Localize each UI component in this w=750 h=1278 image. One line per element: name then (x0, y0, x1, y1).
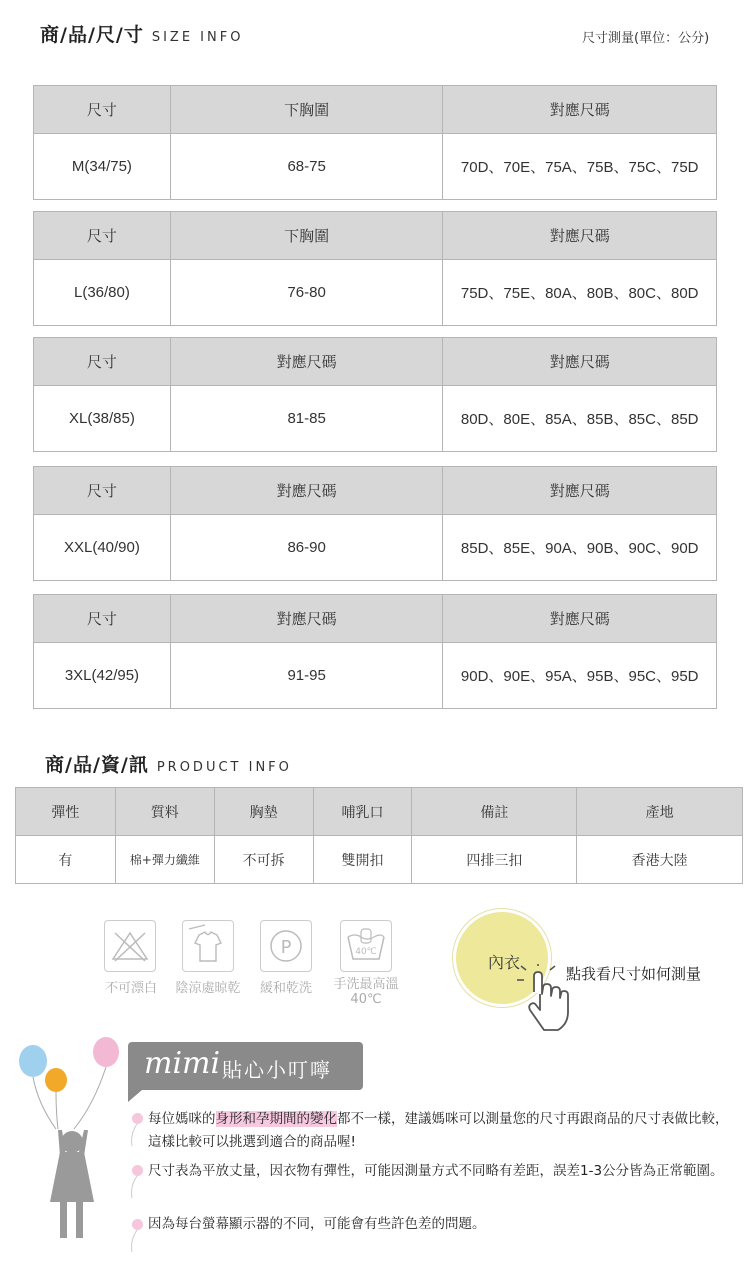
size-table-data-row (34, 515, 717, 581)
gentle-dry-clean-icon (260, 920, 312, 972)
size-section-header (40, 20, 243, 47)
banner-tail (128, 1090, 142, 1102)
tip-highlight: 身形和孕期間的變化 (215, 1111, 337, 1127)
matching-sizes-cell: 80D、80E、85A、85B、85C、85D (443, 386, 717, 452)
size-table (33, 466, 717, 581)
header-cell: 對應尺碼 (443, 467, 717, 515)
size-table (33, 337, 717, 452)
size-table-data-row (34, 260, 717, 326)
care-label: 陰涼處晾乾 (175, 981, 241, 996)
header-cell: 下胸圍 (170, 212, 443, 260)
header-cell: 對應尺碼 (443, 212, 717, 260)
data-cell: 香港大陸 (577, 836, 743, 884)
product-info-header-row (16, 788, 743, 836)
product-section-title: 商/品/資/訊 (45, 754, 149, 776)
size-table-data-row (34, 134, 717, 200)
shade-dry-icon (182, 920, 234, 972)
header-cell: 尺寸 (34, 212, 171, 260)
care-label: 緩和乾洗 (259, 981, 312, 996)
header-cell: 對應尺碼 (443, 338, 717, 386)
size-table-header-row (34, 212, 717, 260)
matching-sizes-cell: 90D、90E、95A、95B、95C、95D (443, 643, 717, 709)
bullet-tail (128, 1176, 142, 1200)
care-label-line: 40℃ (350, 992, 382, 1007)
size-table-header-row (34, 86, 717, 134)
wash-temp-text: 40℃ (355, 947, 377, 957)
header-cell: 質料 (115, 788, 214, 836)
header-cell: 尺寸 (34, 338, 171, 386)
bullet-tail (128, 1230, 142, 1254)
data-cell: 四排三扣 (412, 836, 577, 884)
tip-text: 每位媽咪的 (148, 1111, 216, 1127)
tip-text: 因為每台螢幕顯示器的不同，可能會有些許色差的問題。 (148, 1216, 486, 1232)
header-cell: 對應尺碼 (170, 338, 443, 386)
matching-sizes-cell: 75D、75E、80A、80B、80C、80D (443, 260, 717, 326)
header-cell: 對應尺碼 (443, 86, 717, 134)
header-cell: 對應尺碼 (170, 467, 443, 515)
product-section-header (45, 750, 292, 777)
size-table-header-row (34, 467, 717, 515)
bullet-dot (132, 1165, 143, 1176)
size-table-header-row (34, 338, 717, 386)
tip-item (148, 1160, 733, 1183)
tip-text: 尺寸表為平放丈量，因衣物有彈性，可能因測量方式不同略有差距，誤差1-3公分皆為正常範圍。 (148, 1163, 724, 1179)
unit-note: 尺寸測量(單位：公分) (582, 31, 710, 46)
underbust-cell: 81-85 (170, 386, 443, 452)
underbust-cell: 68-75 (170, 134, 443, 200)
header-cell: 胸墊 (214, 788, 313, 836)
no-bleach-icon (104, 920, 156, 972)
underbust-cell: 91-95 (170, 643, 443, 709)
data-cell: 棉+彈力纖維 (115, 836, 214, 884)
header-cell: 尺寸 (34, 595, 171, 643)
size-section-subtitle: SIZE INFO (151, 30, 244, 45)
header-cell: 哺乳口 (313, 788, 412, 836)
size-label-cell: M(34/75) (34, 134, 171, 200)
size-label-cell: L(36/80) (34, 260, 171, 326)
tip-item (148, 1108, 733, 1154)
underbust-cell: 76-80 (170, 260, 443, 326)
header-cell: 下胸圍 (170, 86, 443, 134)
measure-link-text[interactable]: 點我看尺寸如何測量 (566, 965, 702, 983)
size-label-cell: XL(38/85) (34, 386, 171, 452)
tip-item (148, 1213, 733, 1236)
matching-sizes-cell: 70D、70E、75A、75B、75C、75D (443, 134, 717, 200)
header-cell: 對應尺碼 (170, 595, 443, 643)
measure-circle-label: 內衣 (488, 953, 521, 972)
tips-banner (128, 1042, 363, 1090)
header-cell: 彈性 (16, 788, 116, 836)
underbust-cell: 86-90 (170, 515, 443, 581)
matching-sizes-cell: 85D、85E、90A、90B、90C、90D (443, 515, 717, 581)
header-cell: 尺寸 (34, 86, 171, 134)
care-label (328, 977, 404, 1007)
product-section-subtitle: PRODUCT INFO (156, 760, 292, 775)
data-cell: 不可拆 (214, 836, 313, 884)
size-table-data-row (34, 386, 717, 452)
header-cell: 產地 (577, 788, 743, 836)
balloon-girl-illustration (14, 1034, 124, 1244)
size-label-cell: 3XL(42/95) (34, 643, 171, 709)
header-cell: 備註 (412, 788, 577, 836)
care-label-line: 手洗最高溫 (333, 977, 399, 992)
bullet-dot (132, 1219, 143, 1230)
tip-text: 都不一樣，建議媽咪可以測量您的尺寸再跟商品的尺寸表做比較，這樣比較可以挑選到適合的商品喔! (148, 1111, 729, 1150)
product-info-table (15, 787, 743, 884)
bullet-dot (132, 1113, 143, 1124)
product-info-data-row (16, 836, 743, 884)
hand-wash-icon (340, 920, 392, 972)
bullet-tail (128, 1124, 142, 1148)
tips-title: 貼心小叮嚀 (222, 1058, 332, 1082)
tips-brand: mimi (144, 1046, 221, 1081)
size-section-title: 商/品/尺/寸 (40, 24, 144, 46)
data-cell: 雙開扣 (313, 836, 412, 884)
size-table-data-row (34, 643, 717, 709)
data-cell: 有 (16, 836, 116, 884)
size-label-cell: XXL(40/90) (34, 515, 171, 581)
header-cell: 尺寸 (34, 467, 171, 515)
care-label: 不可漂白 (104, 981, 157, 996)
header-cell: 對應尺碼 (443, 595, 717, 643)
size-table (33, 85, 717, 200)
svg-text:P: P (280, 937, 292, 958)
size-table-header-row (34, 595, 717, 643)
size-table (33, 211, 717, 326)
size-table (33, 594, 717, 709)
